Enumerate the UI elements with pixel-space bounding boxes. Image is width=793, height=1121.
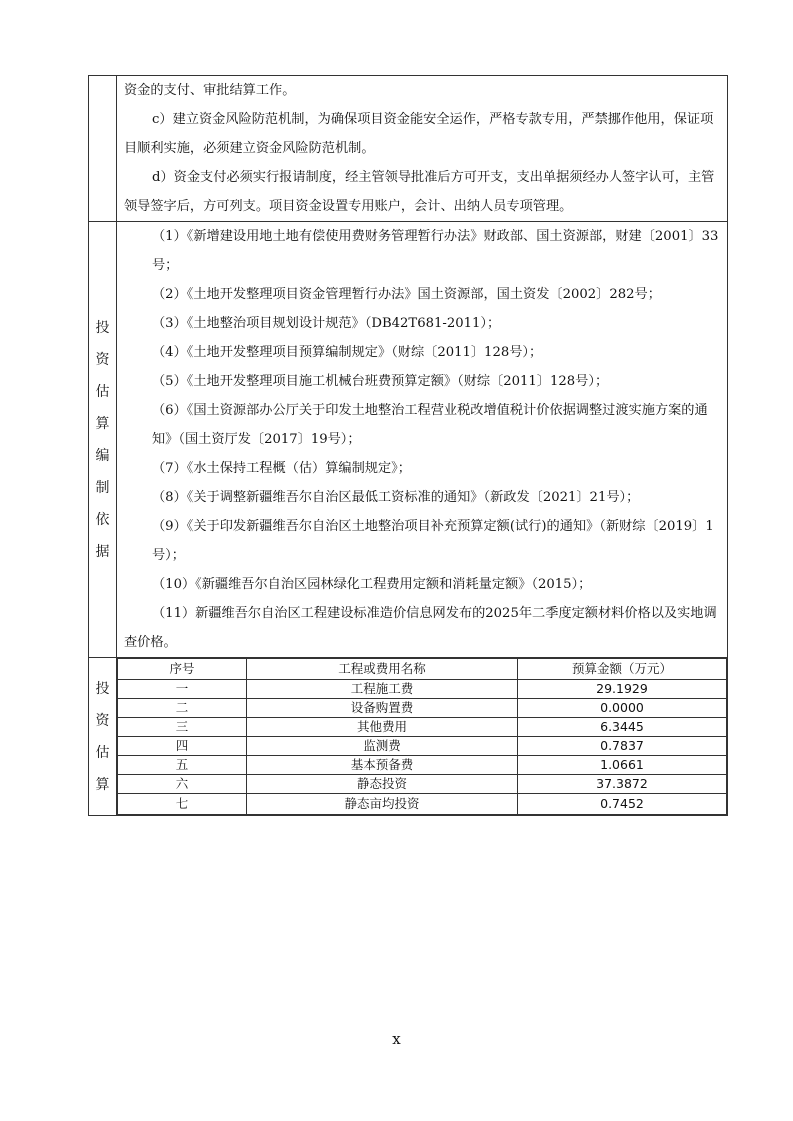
basis-item: （10）《新疆维吾尔自治区园林绿化工程费用定额和消耗量定额》（2015）； — [152, 577, 592, 592]
basis-item: （9）《关于印发新疆维吾尔自治区土地整治项目补充预算定额(试行)的通知》（新财综〔2019〕1号）； — [152, 519, 714, 563]
label-char: 投 — [95, 680, 110, 697]
table-row — [118, 775, 727, 794]
table-cell: 三 — [118, 718, 247, 737]
table-cell: 0.0000 — [518, 699, 727, 718]
table-cell: 其他费用 — [247, 718, 518, 737]
basis-item: （4）《土地开发整理项目预算编制规定》（财综〔2011〕128号）； — [152, 345, 543, 360]
table-cell: 静态亩均投资 — [247, 794, 518, 815]
empty-label-cell — [89, 76, 117, 222]
header-cell: 序号 — [118, 659, 247, 680]
paragraph: c）建立资金风险防范机制，为确保项目资金能安全运作，严格专款专用，严禁挪作他用，保证项目顺利实施，必须建立资金风险防范机制。 — [124, 112, 714, 156]
label-char: 编 — [95, 447, 110, 464]
paragraph: 资金的支付、审批结算工作。 — [124, 83, 296, 98]
basis-row — [89, 222, 728, 658]
table-cell: 0.7837 — [518, 737, 727, 756]
basis-item: （7）《水土保持工程概（估）算编制规定》； — [152, 461, 411, 476]
basis-list — [117, 222, 728, 658]
paragraph: d）资金支付必须实行报请制度，经主管领导批准后方可开支，支出单据须经办人签字认可，主管领导签字后，方可列支。项目资金设置专用账户，会计、出纳人员专项管理。 — [124, 170, 715, 214]
estimate-label — [89, 658, 117, 816]
table-cell: 29.1929 — [518, 680, 727, 699]
table-row — [118, 756, 727, 775]
label-char: 资 — [95, 351, 110, 368]
table-cell: 工程施工费 — [247, 680, 518, 699]
table-cell: 监测费 — [247, 737, 518, 756]
label-char: 制 — [95, 479, 110, 496]
table-header — [118, 659, 727, 680]
label-char: 资 — [95, 712, 110, 729]
table-cell: 七 — [118, 794, 247, 815]
investment-table — [88, 75, 728, 816]
table-row — [118, 699, 727, 718]
table-cell: 0.7452 — [518, 794, 727, 815]
estimate-row — [89, 658, 728, 816]
table-cell: 一 — [118, 680, 247, 699]
table-cell: 四 — [118, 737, 247, 756]
label-char: 依 — [95, 511, 110, 528]
basis-item: （3）《土地整治项目规划设计规范》（DB42T681-2011）； — [152, 316, 501, 331]
header-cell: 预算金额（万元） — [518, 659, 727, 680]
basis-item: （8）《关于调整新疆维吾尔自治区最低工资标准的通知》（新政发〔2021〕21号）； — [152, 490, 640, 505]
table-row — [118, 794, 727, 815]
basis-label — [89, 222, 117, 658]
table-row — [118, 718, 727, 737]
fund-management-row — [89, 76, 728, 222]
label-char: 算 — [95, 415, 110, 432]
estimate-table — [117, 658, 727, 815]
page-number: x — [392, 1030, 401, 1048]
label-char: 估 — [95, 383, 110, 400]
table-cell: 五 — [118, 756, 247, 775]
basis-item: （1）《新增建设用地土地有偿使用费财务管理暂行办法》财政部、国土资源部，财建〔2001〕33号； — [152, 229, 719, 273]
label-char: 算 — [95, 776, 110, 793]
basis-item: （6）《国土资源部办公厅关于印发土地整治工程营业税改增值税计价依据调整过渡实施方案的通知》（国土资厅发〔2017〕19号）； — [152, 403, 708, 447]
label-char: 估 — [95, 744, 110, 761]
basis-item: （5）《土地开发整理项目施工机械台班费预算定额》（财综〔2011〕128号）； — [152, 374, 609, 389]
table-cell: 静态投资 — [247, 775, 518, 794]
basis-item: （11）新疆维吾尔自治区工程建设标准造价信息网发布的2025年二季度定额材料价格以及实地调查价格。 — [124, 606, 717, 650]
table-row — [118, 680, 727, 699]
label-char: 据 — [95, 543, 110, 560]
table-cell: 37.3872 — [518, 775, 727, 794]
table-row — [118, 737, 727, 756]
header-cell: 工程或费用名称 — [247, 659, 518, 680]
basis-item: （2）《土地开发整理项目资金管理暂行办法》国土资源部，国土资发〔2002〕282号； — [152, 287, 661, 302]
estimate-table-cell — [117, 658, 728, 816]
table-cell: 1.0661 — [518, 756, 727, 775]
table-cell: 六 — [118, 775, 247, 794]
fund-management-text — [117, 76, 728, 222]
table-cell: 6.3445 — [518, 718, 727, 737]
table-cell: 设备购置费 — [247, 699, 518, 718]
table-cell: 基本预备费 — [247, 756, 518, 775]
table-cell: 二 — [118, 699, 247, 718]
label-char: 投 — [95, 319, 110, 336]
